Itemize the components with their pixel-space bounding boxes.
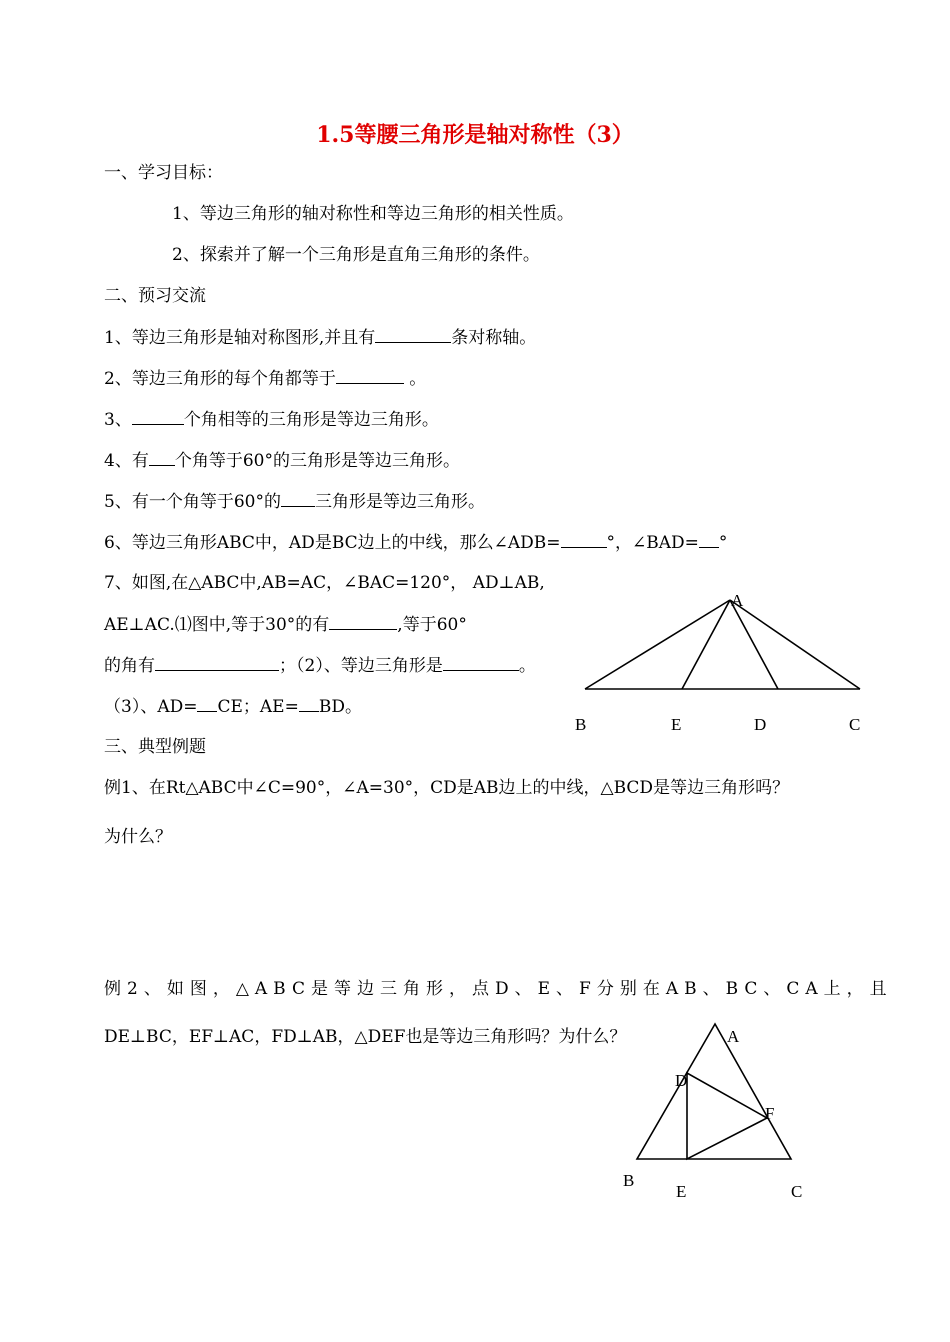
question-6 [104, 531, 727, 554]
question-2-text-a: 2、等边三角形的每个角都等于 [104, 369, 336, 389]
question-1-text-a: 1、等边三角形是轴对称图形,并且有 [104, 328, 376, 348]
answer-blank[interactable] [699, 531, 719, 548]
label-B: B [575, 715, 587, 734]
question-7-text-c: 的角有 [104, 656, 155, 676]
question-7-line-2 [104, 613, 467, 636]
question-3 [104, 408, 439, 431]
question-5-text-a: 5、有一个角等于60°的 [104, 492, 281, 512]
question-3-text-b: 个角相等的三角形是等边三角形。 [183, 410, 439, 430]
example-2-line-2: DE⊥BC，EF⊥AC，FD⊥AB，△DEF也是等边三角形吗？为什么？ [104, 1027, 627, 1047]
question-1 [104, 326, 536, 349]
question-7-text-a: AE⊥AC.⑴图中,等于30°的有 [104, 615, 330, 635]
question-7-line-1: 7、如图,在△ABC中,AB=AC，∠BAC=120°， AD⊥AB, [104, 573, 545, 593]
answer-blank[interactable] [299, 695, 319, 712]
question-6-text-a: 6、等边三角形ABC中，AD是BC边上的中线，那么∠ADB= [104, 533, 561, 553]
label-C: C [791, 1182, 803, 1201]
question-7-line-3 [104, 654, 536, 677]
label-D: D [754, 715, 767, 734]
section3-heading: 三、典型例题 [104, 737, 206, 757]
label-A: A [731, 591, 744, 610]
question-7-line-4 [104, 695, 362, 718]
label-E: E [671, 715, 682, 734]
section1-heading: 一、学习目标： [104, 163, 223, 183]
question-7-text-e: 。 [518, 656, 536, 676]
label-C: C [849, 715, 861, 734]
segment-AC [730, 600, 860, 689]
segment-AD [730, 600, 778, 689]
label-E: E [676, 1182, 687, 1201]
question-2 [104, 367, 426, 390]
objective-item-1: 1、等边三角形的轴对称性和等边三角形的相关性质。 [172, 204, 574, 224]
answer-blank[interactable] [149, 449, 175, 466]
question-1-text-b: 条对称轴。 [451, 328, 537, 348]
example-1-line-1: 例1、在Rt△ABC中∠C=90°，∠A=30°，CD是AB边上的中线，△BCD是等边三角形吗？ [104, 778, 790, 798]
answer-blank[interactable] [336, 367, 404, 384]
section2-heading: 二、预习交流 [104, 286, 206, 306]
example-1-line-2: 为什么？ [104, 827, 172, 847]
question-6-text-c: ° [718, 533, 728, 553]
label-B: B [623, 1171, 635, 1190]
label-A: A [727, 1027, 740, 1046]
label-D: D [675, 1071, 688, 1090]
question-4-text-a: 4、有 [104, 451, 149, 471]
triangle-ABC [637, 1024, 791, 1159]
question-7-text-b: ,等于60° [397, 615, 467, 635]
answer-blank[interactable] [561, 531, 607, 548]
example-2-line-1: 例2、如图，△ABC是等边三角形，点D、E、F分别在AB、BC、CA上，且 [104, 979, 893, 999]
answer-blank[interactable] [281, 490, 315, 507]
question-5 [104, 490, 485, 513]
objective-item-2: 2、探索并了解一个三角形是直角三角形的条件。 [172, 245, 540, 265]
question-7-text-h: BD。 [318, 697, 362, 717]
answer-blank[interactable] [443, 654, 519, 671]
question-6-text-b: °，∠BAD= [606, 533, 699, 553]
question-7-text-d: ；（2）、等边三角形是 [279, 656, 443, 676]
figure-1-triangle-diagram [570, 585, 880, 745]
question-2-text-b: 。 [403, 369, 427, 389]
answer-blank[interactable] [155, 654, 279, 671]
question-4-text-b: 个角等于60°的三角形是等边三角形。 [174, 451, 460, 471]
label-F: F [765, 1104, 775, 1123]
worksheet-title: 1.5等腰三角形是轴对称性（3） [316, 122, 634, 148]
triangle-DEF [687, 1073, 767, 1159]
answer-blank[interactable] [329, 613, 397, 630]
segment-AE [682, 600, 730, 689]
question-4 [104, 449, 460, 472]
answer-blank[interactable] [132, 408, 184, 425]
answer-blank[interactable] [375, 326, 451, 343]
figure-2-triangle-diagram [615, 1015, 815, 1210]
answer-blank[interactable] [197, 695, 217, 712]
question-7-text-f: （3）、AD= [104, 697, 198, 717]
segment-AB [585, 600, 730, 689]
question-5-text-b: 三角形是等边三角形。 [314, 492, 485, 512]
question-7-text-g: CE；AE= [217, 697, 299, 717]
question-3-text-a: 3、 [104, 410, 132, 430]
